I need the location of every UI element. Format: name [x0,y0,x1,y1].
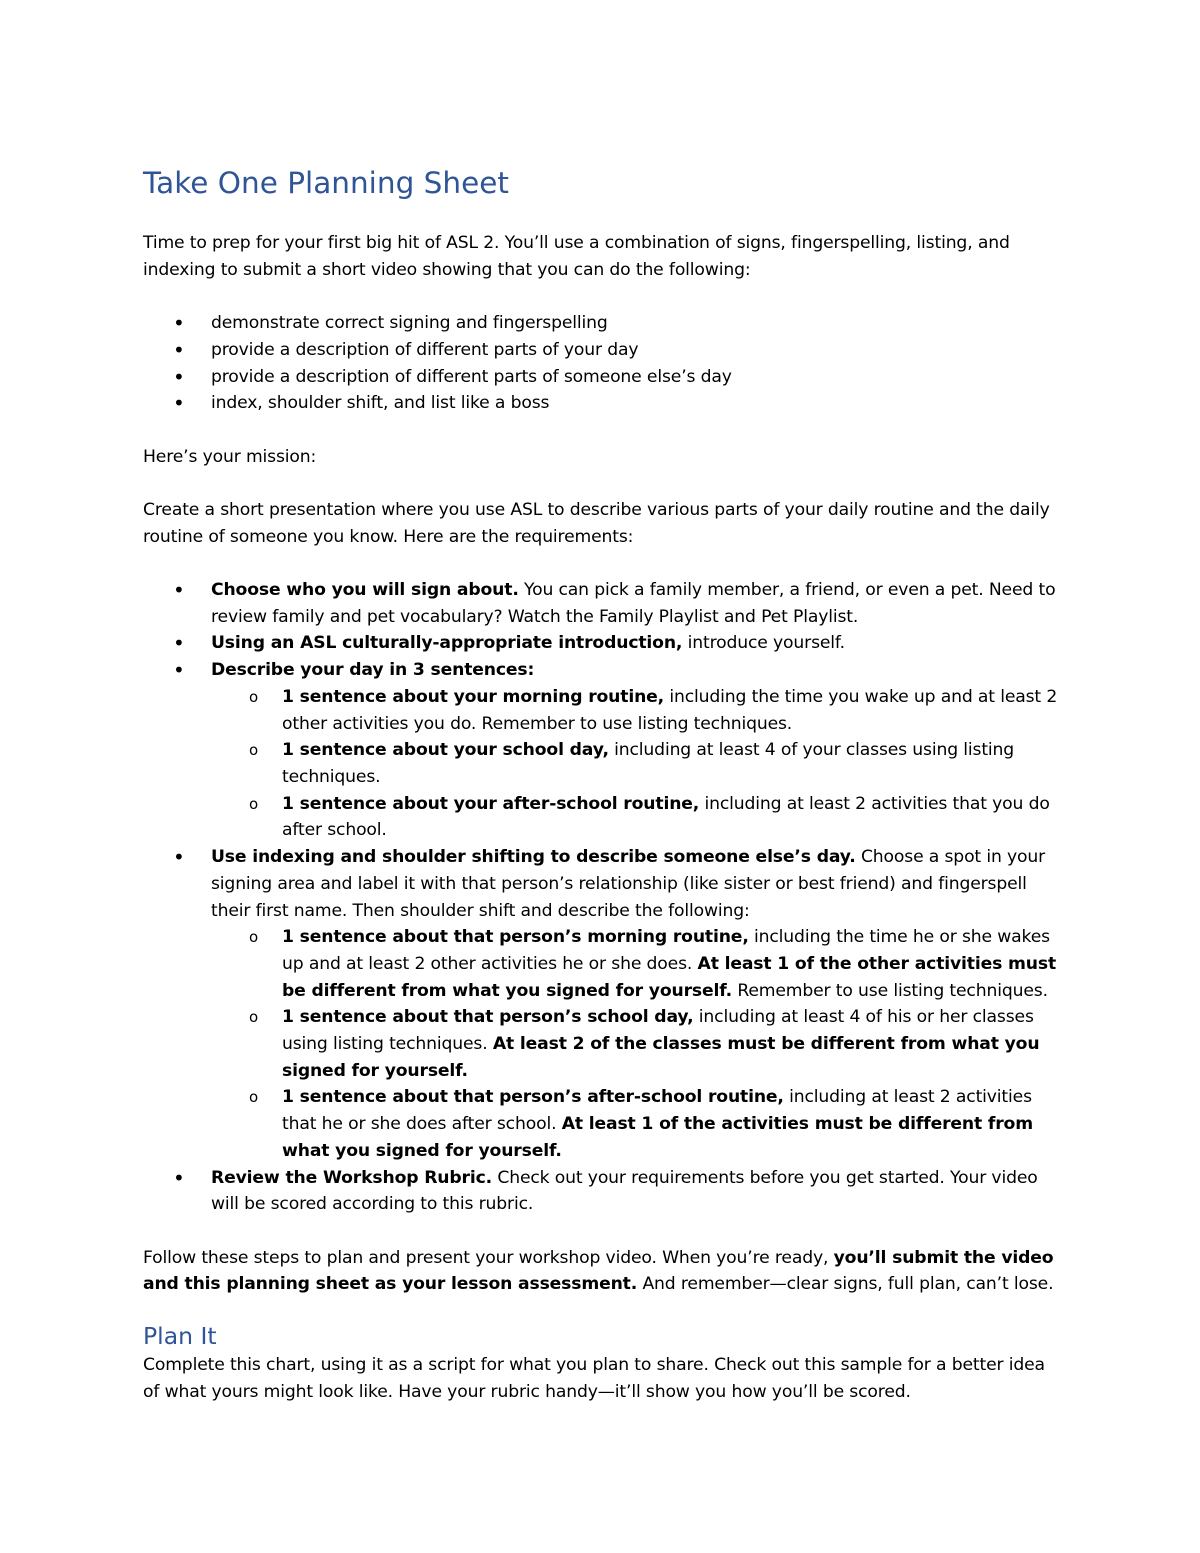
sub-item-morning [143,684,1063,737]
follow-bold: you’ll submit the video and this planning sheet as your lesson assessment. [143,1247,1054,1295]
sub-item-after-school [143,791,1063,844]
requirement-text: You can pick a family member, a friend, or even a pet. Need to review family and pet vocabulary? Watch the Family Playlist and Pet Playlist. [211,580,1056,627]
requirement-text: Check out your requirements before you get started. Your video will be scored according to this rubric. [211,1167,1038,1215]
requirement-choose-who [143,577,1063,630]
requirement-bold: Use indexing and shoulder shifting to describe someone else’s day. [211,847,856,868]
sub-item-bold: 1 sentence about your school day, [282,740,609,761]
mission-paragraph: Create a short presentation where you use ASL to describe various parts of your daily routine and the daily routine of someone you know. Here are the requirements: [143,499,1050,547]
requirement-text: Choose a spot in your signing area and label it with that person’s relationship (like sister or best friend) and fingerspell their first name. Then shoulder shift and describe the following: [211,847,1046,921]
sub-item-after-school [143,1084,1063,1164]
mission-label: Here’s your mission: [143,446,317,467]
list-item: • provide a description of different parts of your day [143,337,1063,364]
sub-item-text: including at least 2 activities that you do after school. [282,793,1050,841]
section-heading-plan-it: Plan It [143,1322,217,1351]
sub-item-bold-note: At least 2 of the classes must be different from what you signed for yourself. [282,1034,1040,1081]
follow-text-end: And remember—clear signs, full plan, can’t lose. [637,1274,1054,1295]
sub-item-text: including the time he or she wakes up and at least 2 other activities he or she does. [282,927,1050,974]
sub-item-text: including at least 4 of his or her classes using listing techniques. [282,1007,1034,1055]
document-body [143,230,1063,1405]
sub-item-text-end: Remember to use listing techniques. [732,980,1048,1001]
sub-item-school [143,737,1063,790]
sub-item-bold-note: At least 1 of the other activities must be different from what you signed for yourself. [282,953,1057,1001]
requirement-bold: Choose who you will sign about. [211,580,519,601]
list-item: • provide a description of different parts of someone else’s day [143,364,1063,391]
requirement-bold: Review the Workshop Rubric. [211,1167,493,1188]
someone-else-sublist [211,924,1063,1164]
sub-item-school [143,1004,1063,1084]
sub-item-text: including the time you wake up and at least 2 other activities you do. Remember to use listing techniques. [282,686,1058,734]
describe-day-sublist [211,684,1063,844]
requirement-introduction [143,630,1063,657]
sub-item-bold: 1 sentence about that person’s morning routine, [282,927,749,948]
sub-item-bold: 1 sentence about that person’s after-school routine, [282,1087,784,1108]
requirements-list [143,577,1063,1218]
follow-steps-paragraph [143,1245,1063,1298]
requirement-someone-else [143,844,1063,1164]
requirement-text: introduce yourself. [682,633,845,654]
sub-item-text: including at least 2 activities that he or she does after school. [282,1087,1032,1135]
requirement-review-rubric [143,1165,1063,1218]
sub-item-bold-note: At least 1 of the activities must be different from what you signed for yourself. [282,1114,1033,1161]
list-item: • demonstrate correct signing and fingerspelling [143,310,1063,337]
goals-list [143,310,1063,417]
sub-item-bold: 1 sentence about your morning routine, [282,686,665,707]
page-title: Take One Planning Sheet [143,166,509,200]
follow-text: Follow these steps to plan and present your workshop video. When you’re ready, [143,1247,834,1268]
list-item: • index, shoulder shift, and list like a boss [143,390,1063,417]
requirement-bold: Describe your day in 3 sentences: [211,660,535,681]
sub-item-bold: 1 sentence about that person’s school day, [282,1007,694,1028]
intro-paragraph: Time to prep for your first big hit of ASL 2. You’ll use a combination of signs, fingerspelling, listing, and indexing to submit a short video showing that you can do the following: [143,233,1010,280]
sub-item-text: including at least 4 of your classes using listing techniques. [282,740,1015,787]
requirement-bold: Using an ASL culturally-appropriate introduction, [211,633,683,654]
requirement-describe-day [143,657,1063,844]
plan-paragraph: Complete this chart, using it as a script for what you plan to share. Check out this sample for a better idea of what yours might look like. Have your rubric handy—it’ll show you how you’ll be scored. [143,1355,1045,1402]
sub-item-bold: 1 sentence about your after-school routine, [282,793,700,814]
sub-item-morning [143,924,1063,1004]
